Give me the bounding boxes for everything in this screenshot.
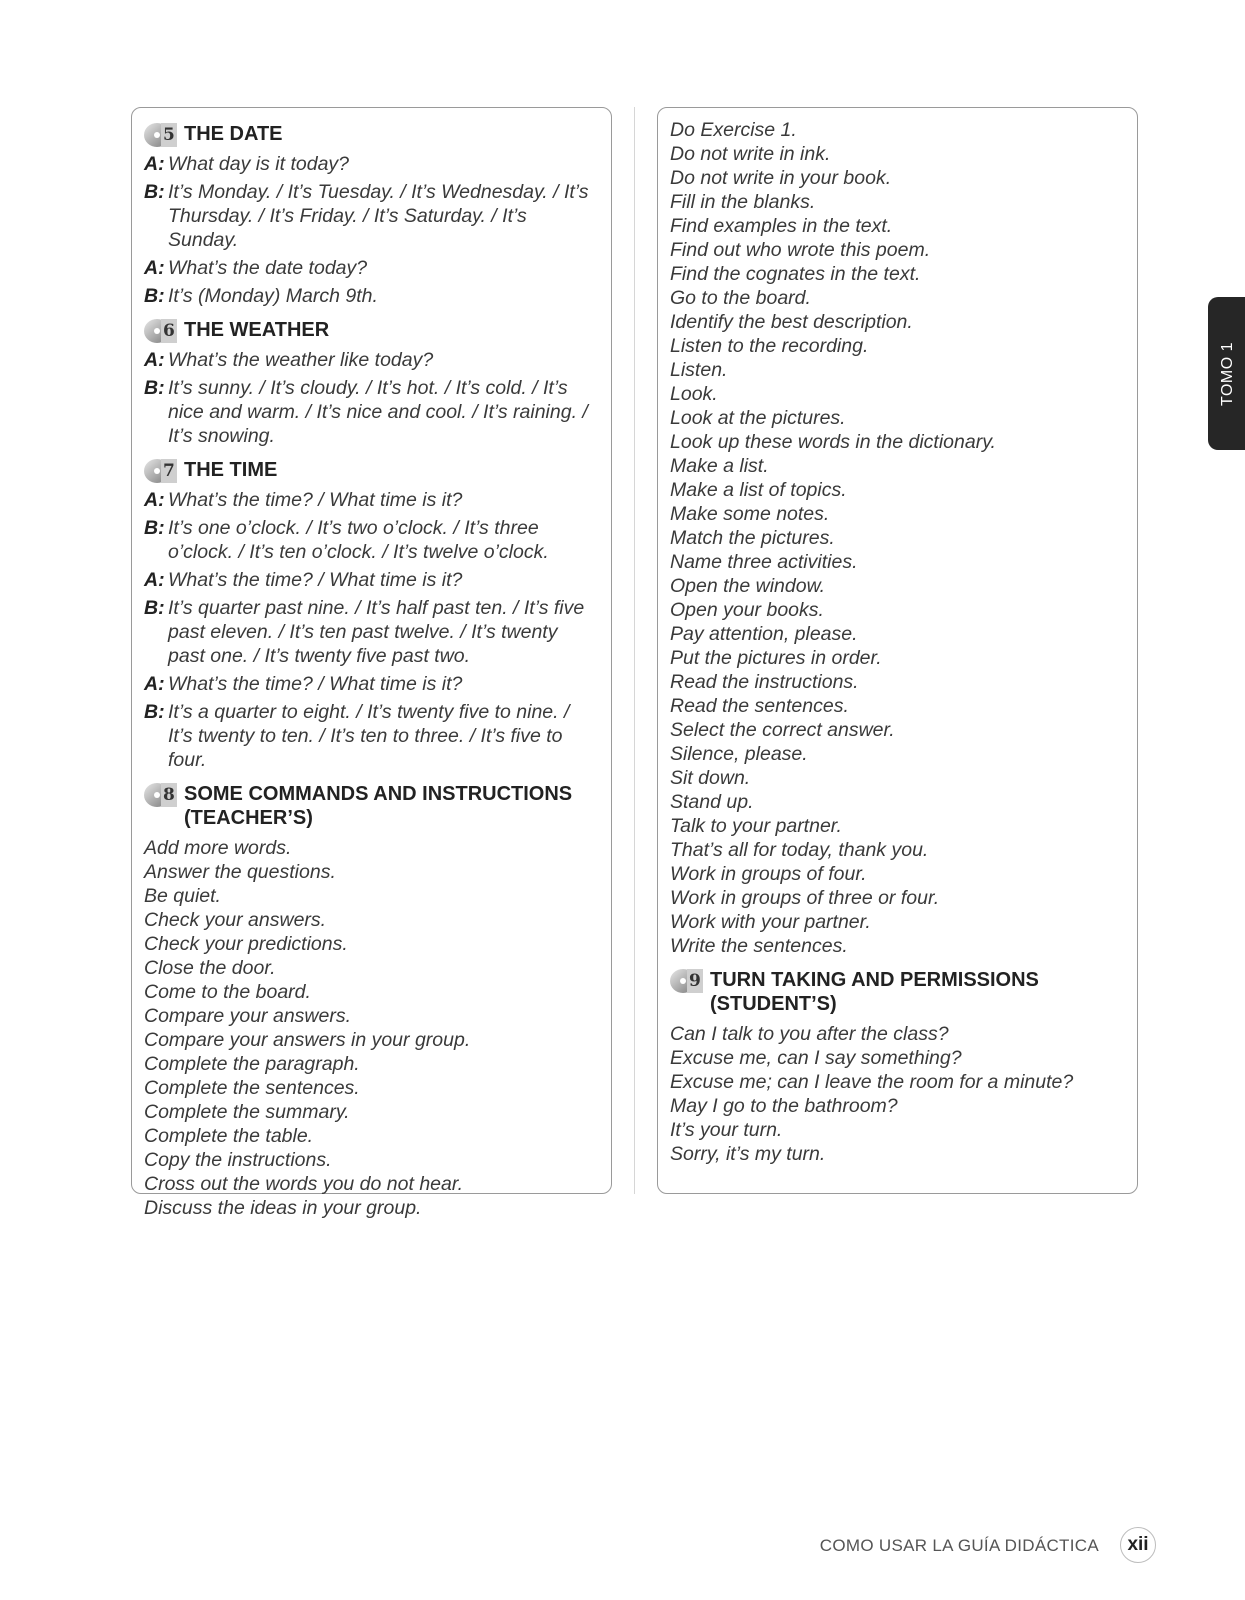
list-item: Listen. — [670, 359, 728, 381]
track-number: 9 — [689, 971, 701, 991]
list-item: May I go to the bathroom? — [670, 1095, 898, 1117]
list-item: Excuse me, can I say something? — [670, 1047, 962, 1069]
section-header — [144, 318, 599, 344]
list-item: Talk to your partner. — [670, 815, 842, 837]
dialogue-line — [144, 348, 599, 372]
list-item: Copy the instructions. — [144, 1149, 332, 1171]
list-item: Make a list. — [670, 455, 769, 477]
speaker-label: B: — [144, 701, 165, 723]
section-the-date — [144, 122, 599, 308]
dialogue-text: What’s the time? / What time is it? — [168, 489, 463, 511]
section-title: THE WEATHER — [184, 319, 330, 341]
list-item: Check your answers. — [144, 909, 327, 931]
track-number: 6 — [163, 321, 175, 341]
dialogue-line — [144, 568, 599, 592]
speaker-label: A: — [144, 569, 165, 591]
speaker-label: A: — [144, 257, 165, 279]
permissions-list — [670, 1022, 1125, 1166]
list-item: Silence, please. — [670, 743, 808, 765]
list-item: Discuss the ideas in your group. — [144, 1197, 422, 1219]
dialogue-text: What’s the time? / What time is it? — [168, 569, 463, 591]
side-tab-label: TOMO 1 — [1219, 341, 1236, 406]
list-item: Read the sentences. — [670, 695, 849, 717]
list-item: Complete the table. — [144, 1125, 314, 1147]
list-item: Go to the board. — [670, 287, 811, 309]
list-item: Find out who wrote this poem. — [670, 239, 931, 261]
dialogue-text: What day is it today? — [168, 153, 350, 175]
speaker-label: B: — [144, 285, 165, 307]
list-item: Write the sentences. — [670, 935, 848, 957]
list-item: Make a list of topics. — [670, 479, 847, 501]
list-item: Add more words. — [144, 837, 292, 859]
list-item: Name three activities. — [670, 551, 858, 573]
dialogue-line — [144, 152, 599, 176]
dialogue — [144, 348, 599, 448]
list-item: Make some notes. — [670, 503, 830, 525]
speaker-label: A: — [144, 349, 165, 371]
dialogue-line — [144, 488, 599, 512]
list-item: Match the pictures. — [670, 527, 835, 549]
list-item: Check your predictions. — [144, 933, 348, 955]
list-item: Listen to the recording. — [670, 335, 869, 357]
speaker-label: A: — [144, 153, 165, 175]
audio-cd-icon — [144, 318, 177, 344]
speaker-label: A: — [144, 673, 165, 695]
side-tab — [1208, 297, 1245, 450]
section-header — [670, 968, 1125, 1016]
right-panel — [657, 107, 1138, 1194]
section-header — [144, 122, 599, 148]
list-item: Complete the paragraph. — [144, 1053, 360, 1075]
dialogue-line — [144, 284, 599, 308]
list-item: Look. — [670, 383, 718, 405]
list-item: Do not write in your book. — [670, 167, 892, 189]
track-number: 7 — [163, 461, 175, 481]
list-item: Compare your answers in your group. — [144, 1029, 471, 1051]
speaker-label: A: — [144, 489, 165, 511]
commands-list — [144, 836, 599, 1220]
dialogue-line — [144, 672, 599, 696]
audio-cd-icon — [144, 122, 177, 148]
speaker-label: B: — [144, 181, 165, 203]
commands-list-continued — [670, 118, 1125, 958]
list-item: Open your books. — [670, 599, 824, 621]
list-item: Sorry, it’s my turn. — [670, 1143, 826, 1165]
list-item: Compare your answers. — [144, 1005, 351, 1027]
list-item: Stand up. — [670, 791, 754, 813]
speaker-label: B: — [144, 517, 165, 539]
list-item: Work with your partner. — [670, 911, 871, 933]
list-item: Put the pictures in order. — [670, 647, 882, 669]
list-item: Identify the best description. — [670, 311, 913, 333]
list-item: Close the door. — [144, 957, 276, 979]
dialogue — [144, 488, 599, 772]
list-item: Work in groups of four. — [670, 863, 867, 885]
list-item: Find examples in the text. — [670, 215, 893, 237]
list-item: Find the cognates in the text. — [670, 263, 921, 285]
speaker-label: B: — [144, 597, 165, 619]
audio-cd-icon — [670, 968, 703, 994]
dialogue-text: What’s the date today? — [168, 257, 368, 279]
list-item: Sit down. — [670, 767, 751, 789]
dialogue-text: It’s quarter past nine. / It’s half past ten. / It’s five past eleven. / It’s ten past twelve. / It’s twenty past one. / It’s twenty five past two. — [168, 597, 585, 667]
dialogue-text: It’s one o’clock. / It’s two o’clock. / It’s three o’clock. / It’s ten o’clock. / It’s twelve o’clock. — [168, 517, 549, 563]
dialogue-line — [144, 256, 599, 280]
list-item: Do not write in ink. — [670, 143, 831, 165]
page-number: xii — [1120, 1527, 1156, 1563]
section-header — [144, 458, 599, 484]
section-title: SOME COMMANDS AND INSTRUCTIONS (TEACHER’S) — [184, 783, 573, 829]
list-item: That’s all for today, thank you. — [670, 839, 929, 861]
list-item: Pay attention, please. — [670, 623, 858, 645]
list-item: Do Exercise 1. — [670, 119, 797, 141]
list-item: Can I talk to you after the class? — [670, 1023, 949, 1045]
list-item: Answer the questions. — [144, 861, 336, 883]
section-the-time — [144, 458, 599, 772]
section-header — [144, 782, 599, 830]
list-item: Come to the board. — [144, 981, 311, 1003]
dialogue-text: It’s a quarter to eight. / It’s twenty five to nine. / It’s twenty to ten. / It’s ten to three. / It’s five to four. — [168, 701, 570, 771]
section-turn-taking — [670, 968, 1125, 1166]
list-item: Look at the pictures. — [670, 407, 846, 429]
section-title: TURN TAKING AND PERMISSIONS (STUDENT’S) — [710, 969, 1039, 1015]
dialogue-line — [144, 700, 599, 772]
list-item: Complete the sentences. — [144, 1077, 360, 1099]
list-item: Fill in the blanks. — [670, 191, 816, 213]
list-item: Cross out the words you do not hear. — [144, 1173, 464, 1195]
left-panel — [131, 107, 612, 1219]
dialogue — [144, 152, 599, 308]
list-item: It’s your turn. — [670, 1119, 783, 1141]
list-item: Look up these words in the dictionary. — [670, 431, 996, 453]
dialogue-line — [144, 180, 599, 252]
dialogue-text: It’s (Monday) March 9th. — [168, 285, 378, 307]
list-item: Read the instructions. — [670, 671, 859, 693]
dialogue-line — [144, 376, 599, 448]
section-title: THE TIME — [184, 459, 278, 481]
list-item: Complete the summary. — [144, 1101, 350, 1123]
footer-label: COMO USAR LA GUÍA DIDÁCTICA — [819, 1536, 1099, 1555]
audio-cd-icon — [144, 458, 177, 484]
speaker-label: B: — [144, 377, 165, 399]
dialogue-text: It’s sunny. / It’s cloudy. / It’s hot. / It’s cold. / It’s nice and warm. / It’s nice and cool. / It’s raining. / It’s snowing. — [168, 377, 588, 447]
list-item: Excuse me; can I leave the room for a minute? — [670, 1071, 1074, 1093]
section-title: THE DATE — [184, 123, 283, 145]
section-the-weather — [144, 318, 599, 448]
list-item: Select the correct answer. — [670, 719, 895, 741]
dialogue-text: What’s the weather like today? — [168, 349, 434, 371]
list-item: Be quiet. — [144, 885, 221, 907]
dialogue-text: It’s Monday. / It’s Tuesday. / It’s Wednesday. / It’s Thursday. / It’s Friday. / It’s Saturday. / It’s Sunday. — [168, 181, 589, 251]
list-item: Work in groups of three or four. — [670, 887, 940, 909]
track-number: 8 — [163, 785, 175, 805]
column-divider — [634, 107, 635, 1194]
track-number: 5 — [163, 125, 175, 145]
dialogue-line — [144, 516, 599, 564]
dialogue-line — [144, 596, 599, 668]
section-commands — [144, 782, 599, 1220]
list-item: Open the window. — [670, 575, 826, 597]
audio-cd-icon — [144, 782, 177, 808]
dialogue-text: What’s the time? / What time is it? — [168, 673, 463, 695]
